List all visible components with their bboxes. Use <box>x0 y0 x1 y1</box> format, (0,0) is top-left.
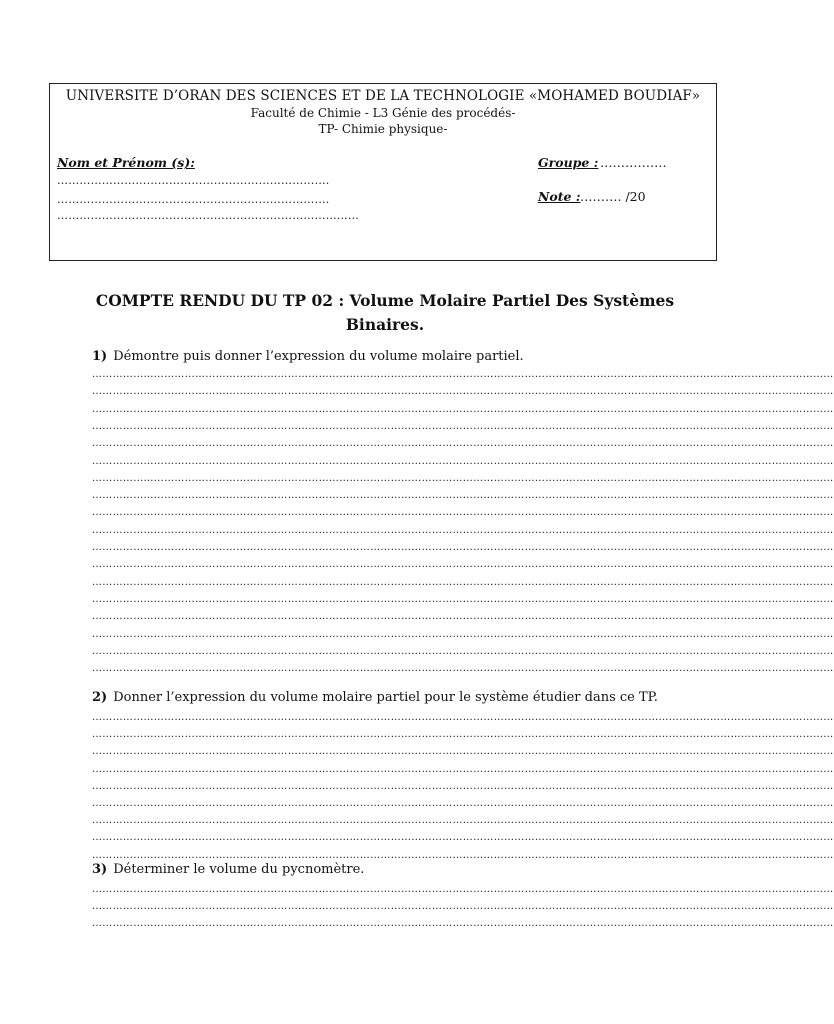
answer-line[interactable]: ……………………………………………………………………………………………………………………………………………………………………………………………… <box>92 746 834 758</box>
answer-line[interactable]: ……………………………………………………………………………………………………………………………………………………………………………………………… <box>92 507 834 519</box>
answer-line[interactable]: ……………………………………………………………………………………………………………………………………………………………………………………………… <box>92 798 834 809</box>
university-name: UNIVERSITE D’ORAN DES SCIENCES ET DE LA TECHNOLOGIE «MOHAMED BOUDIAF» <box>65 88 701 104</box>
answer-line[interactable]: ……………………………………………………………………………………………………………………………………………………………………………………………… <box>92 628 834 640</box>
name-field-line-2[interactable]: ………………………………………………………………. <box>57 193 330 206</box>
course-line: TP- Chimie physique- <box>318 122 448 136</box>
question-2 <box>92 690 658 705</box>
answer-line[interactable]: ……………………………………………………………………………………………………………………………………………………………………………………………… <box>92 663 834 675</box>
answer-line[interactable]: ……………………………………………………………………………………………………………………………………………………………………………………………… <box>92 849 834 861</box>
answer-line[interactable]: ……………………………………………………………………………………………………………………………………………………………………………………………… <box>92 524 834 536</box>
group-label: Groupe : <box>538 155 599 170</box>
answer-line[interactable]: ……………………………………………………………………………………………………………………………………………………………………………………………… <box>92 815 834 827</box>
answer-line[interactable]: ……………………………………………………………………………………………………………………………………………………………………………………………… <box>92 918 834 929</box>
answer-line[interactable]: ……………………………………………………………………………………………………………………………………………………………………………………………… <box>92 884 834 895</box>
answer-line[interactable]: ……………………………………………………………………………………………………………………………………………………………………………………………… <box>92 542 834 553</box>
answer-line[interactable]: ……………………………………………………………………………………………………………………………………………………………………………………………… <box>92 763 834 775</box>
answer-line[interactable]: ……………………………………………………………………………………………………………………………………………………………………………………………… <box>92 645 834 657</box>
name-label: Nom et Prénom (s): <box>57 155 195 170</box>
answer-line[interactable]: ……………………………………………………………………………………………………………………………………………………………………………………………… <box>92 780 834 792</box>
report-title: COMPTE RENDU DU TP 02 : Volume Molaire Partiel Des Systèmes Binaires. <box>95 291 675 334</box>
question-1-text: Démontre puis donner l’expression du volume molaire partiel. <box>113 349 524 364</box>
question-2-text: Donner l’expression du volume molaire partiel pour le système étudier dans ce TP. <box>113 690 658 705</box>
note-label: Note : <box>538 189 581 204</box>
name-field-line-1[interactable]: ………………………………………………………………. <box>57 174 330 187</box>
question-1-number: 1) <box>92 349 108 364</box>
answer-line[interactable]: ……………………………………………………………………………………………………………………………………………………………………………………………… <box>92 420 834 432</box>
answer-line[interactable]: ……………………………………………………………………………………………………………………………………………………………………………………………… <box>92 403 834 415</box>
question-2-number: 2) <box>92 690 108 705</box>
question-3-number: 3) <box>92 862 108 877</box>
question-3 <box>92 862 364 877</box>
question-3-text: Déterminer le volume du pycnomètre. <box>113 862 365 877</box>
answer-line[interactable]: ……………………………………………………………………………………………………………………………………………………………………………………………… <box>92 593 834 605</box>
answer-line[interactable]: ……………………………………………………………………………………………………………………………………………………………………………………………… <box>92 901 834 912</box>
answer-line[interactable]: ……………………………………………………………………………………………………………………………………………………………………………………………… <box>92 576 834 588</box>
answer-line[interactable]: ……………………………………………………………………………………………………………………………………………………………………………………………… <box>92 559 834 571</box>
answer-line[interactable]: ……………………………………………………………………………………………………………………………………………………………………………………………… <box>92 490 834 502</box>
answer-line[interactable]: ……………………………………………………………………………………………………………………………………………………………………………………………… <box>92 455 834 467</box>
header-box <box>49 83 717 261</box>
answer-line[interactable]: ……………………………………………………………………………………………………………………………………………………………………………………………… <box>92 369 834 380</box>
answer-line[interactable]: ……………………………………………………………………………………………………………………………………………………………………………………………… <box>92 472 834 484</box>
group-field[interactable]: ……………. <box>600 155 667 170</box>
answer-line[interactable]: ……………………………………………………………………………………………………………………………………………………………………………………………… <box>92 438 834 450</box>
answer-line[interactable]: ……………………………………………………………………………………………………………………………………………………………………………………………… <box>92 712 834 723</box>
note-field[interactable]: ………. /20 <box>580 189 646 204</box>
answer-line[interactable]: ……………………………………………………………………………………………………………………………………………………………………………………………… <box>92 611 834 623</box>
answer-line[interactable]: ……………………………………………………………………………………………………………………………………………………………………………………………… <box>92 386 834 398</box>
question-1 <box>92 349 524 364</box>
answer-line[interactable]: ……………………………………………………………………………………………………………………………………………………………………………………………… <box>92 729 834 741</box>
faculty-line: Faculté de Chimie - L3 Génie des procédés- <box>250 106 516 120</box>
name-field-line-3[interactable]: ……………………………………………………………............ <box>57 209 359 222</box>
answer-line[interactable]: ……………………………………………………………………………………………………………………………………………………………………………………………… <box>92 832 834 844</box>
